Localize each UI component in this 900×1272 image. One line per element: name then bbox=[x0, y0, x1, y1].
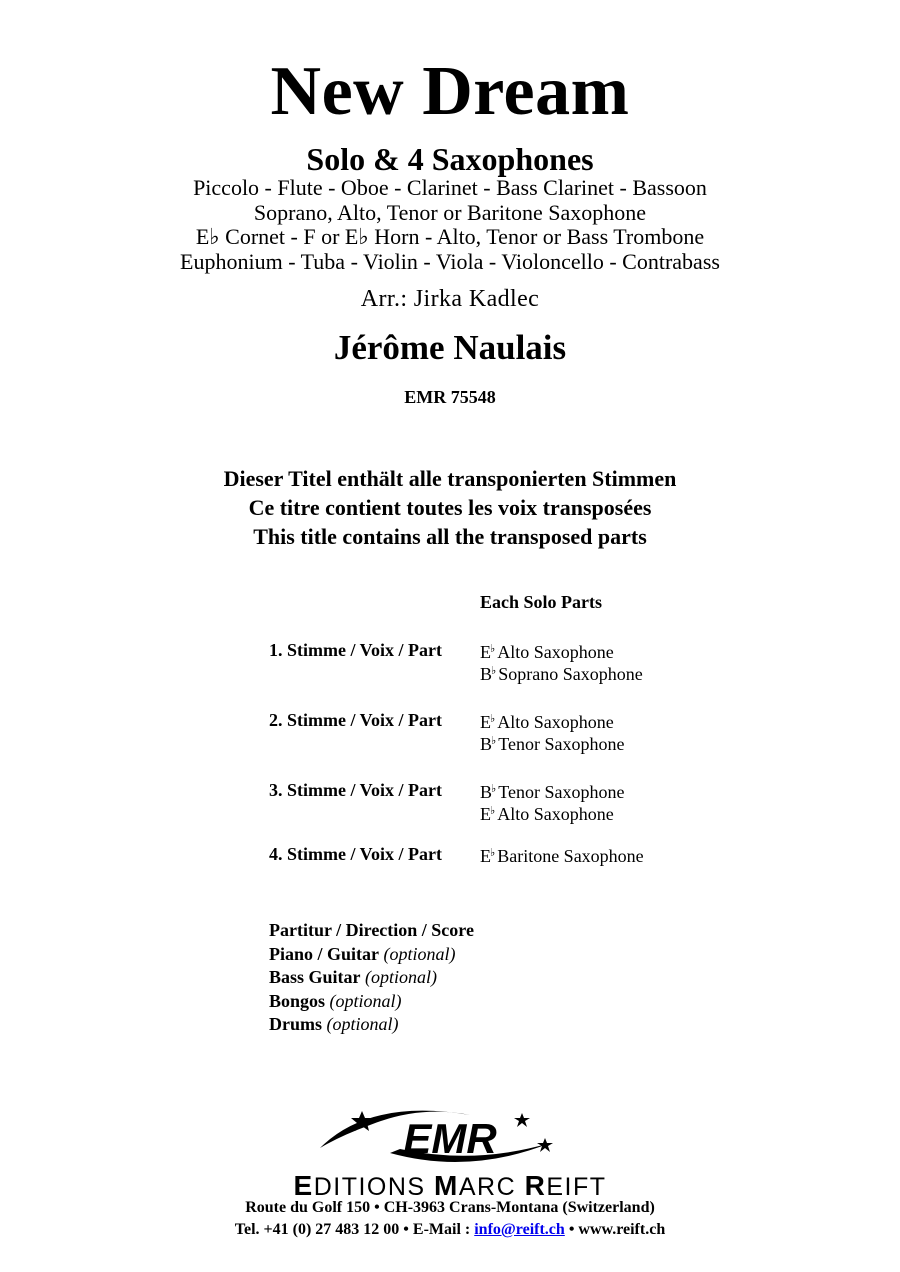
contact-line bbox=[0, 1219, 900, 1241]
contact-prefix: Tel. +41 (0) 27 483 12 00 • E-Mail : bbox=[234, 1221, 475, 1238]
part-instruments bbox=[480, 844, 644, 866]
extra-part-label: Partitur / Direction / Score bbox=[269, 920, 474, 940]
arranger: Arr.: Jirka Kadlec bbox=[360, 286, 540, 312]
part-instrument bbox=[480, 640, 643, 662]
publisher-word: EIFT bbox=[546, 1173, 607, 1201]
instrument-name: Alto Saxophone bbox=[497, 642, 614, 662]
key-letter: B bbox=[480, 733, 493, 754]
extra-part bbox=[269, 990, 474, 1014]
flat-sign-icon: ♭ bbox=[491, 783, 497, 795]
optional-note: (optional) bbox=[329, 990, 402, 1011]
instrument-list bbox=[0, 176, 900, 274]
key-letter: E bbox=[480, 803, 491, 824]
key-letter: B bbox=[480, 663, 493, 684]
instrument-name: Tenor Saxophone bbox=[498, 782, 625, 802]
publisher-address: Route du Golf 150 • CH-3963 Crans-Montana (Switzerland) bbox=[245, 1199, 655, 1216]
part-instrument bbox=[480, 662, 643, 684]
part-instrument bbox=[480, 802, 624, 824]
part-label: 4. Stimme / Voix / Part bbox=[269, 844, 442, 864]
email-link[interactable]: info@reift.ch bbox=[474, 1221, 565, 1238]
part-label: 2. Stimme / Voix / Part bbox=[269, 710, 442, 730]
optional-note: (optional) bbox=[326, 1014, 399, 1034]
flat-sign-icon: ♭ bbox=[491, 664, 497, 677]
instrument-line: Soprano, Alto, Tenor or Baritone Saxophone bbox=[253, 199, 647, 225]
instrument-name: Baritone Saxophone bbox=[497, 846, 644, 866]
part-instruments bbox=[480, 640, 643, 683]
extra-part bbox=[269, 1013, 474, 1037]
key-letter: E bbox=[480, 846, 491, 866]
flat-sign-icon: ♭ bbox=[490, 804, 496, 817]
publisher-initial: R bbox=[524, 1170, 547, 1201]
publisher-word: ARC bbox=[458, 1173, 525, 1201]
part-label: 3. Stimme / Voix / Part bbox=[269, 780, 442, 800]
instrument-line: E♭ Cornet - F or E♭ Horn - Alto, Tenor or Bass Trombone bbox=[195, 224, 705, 249]
instrument-line: Piccolo - Flute - Oboe - Clarinet - Bass Clarinet - Bassoon bbox=[193, 175, 707, 200]
composer: Jérôme Naulais bbox=[333, 328, 567, 367]
part-label: 1. Stimme / Voix / Part bbox=[269, 640, 442, 660]
contact-suffix: • www.reift.ch bbox=[564, 1221, 666, 1238]
publisher-contact bbox=[0, 1197, 900, 1241]
key-letter: E bbox=[480, 712, 491, 732]
notice-line-fr: Ce titre contient toutes les voix transposées bbox=[248, 495, 652, 520]
parts-header: Each Solo Parts bbox=[480, 592, 603, 612]
extra-parts-list bbox=[269, 919, 474, 1037]
extra-part bbox=[269, 943, 474, 967]
notice-line-en: This title contains all the transposed parts bbox=[253, 524, 647, 549]
optional-note: (optional) bbox=[383, 943, 456, 964]
flat-sign-icon: ♭ bbox=[490, 643, 496, 655]
extra-part-label: Bongos bbox=[269, 990, 326, 1011]
key-letter: E bbox=[480, 642, 491, 662]
logo-text: EMR bbox=[403, 1115, 497, 1162]
piece-title: New Dream bbox=[270, 53, 630, 130]
instrument-name: Alto Saxophone bbox=[497, 712, 614, 732]
part-instrument bbox=[480, 780, 624, 802]
flat-sign-icon: ♭ bbox=[490, 847, 496, 859]
publisher-initial: E bbox=[293, 1170, 314, 1201]
extra-part bbox=[269, 966, 474, 990]
flat-sign-icon: ♭ bbox=[491, 734, 497, 747]
extra-part-label: Piano / Guitar bbox=[269, 943, 380, 964]
catalog-number: EMR 75548 bbox=[404, 387, 496, 407]
extra-part-label: Drums bbox=[269, 1014, 322, 1034]
part-instrument bbox=[480, 844, 644, 866]
notice-line-de: Dieser Titel enthält alle transponierten Stimmen bbox=[223, 466, 677, 491]
publisher-initial: M bbox=[434, 1170, 459, 1201]
instrument-name: Alto Saxophone bbox=[497, 803, 614, 824]
emr-logo bbox=[300, 1103, 600, 1173]
transposition-notice bbox=[0, 464, 900, 551]
part-instruments bbox=[480, 710, 624, 753]
instrument-name: Tenor Saxophone bbox=[498, 733, 625, 754]
part-instrument bbox=[480, 732, 624, 754]
instrument-line: Euphonium - Tuba - Violin - Viola - Violoncello - Contrabass bbox=[180, 248, 720, 274]
piece-subtitle: Solo & 4 Saxophones bbox=[306, 141, 594, 177]
publisher-word: DITIONS bbox=[313, 1173, 435, 1201]
part-instruments bbox=[480, 780, 624, 823]
extra-part-label: Bass Guitar bbox=[269, 967, 361, 987]
key-letter: B bbox=[480, 782, 493, 802]
part-instrument bbox=[480, 710, 624, 732]
instrument-name: Soprano Saxophone bbox=[498, 663, 643, 684]
flat-sign-icon: ♭ bbox=[490, 713, 496, 725]
optional-note: (optional) bbox=[365, 967, 438, 987]
extra-part bbox=[269, 919, 474, 943]
